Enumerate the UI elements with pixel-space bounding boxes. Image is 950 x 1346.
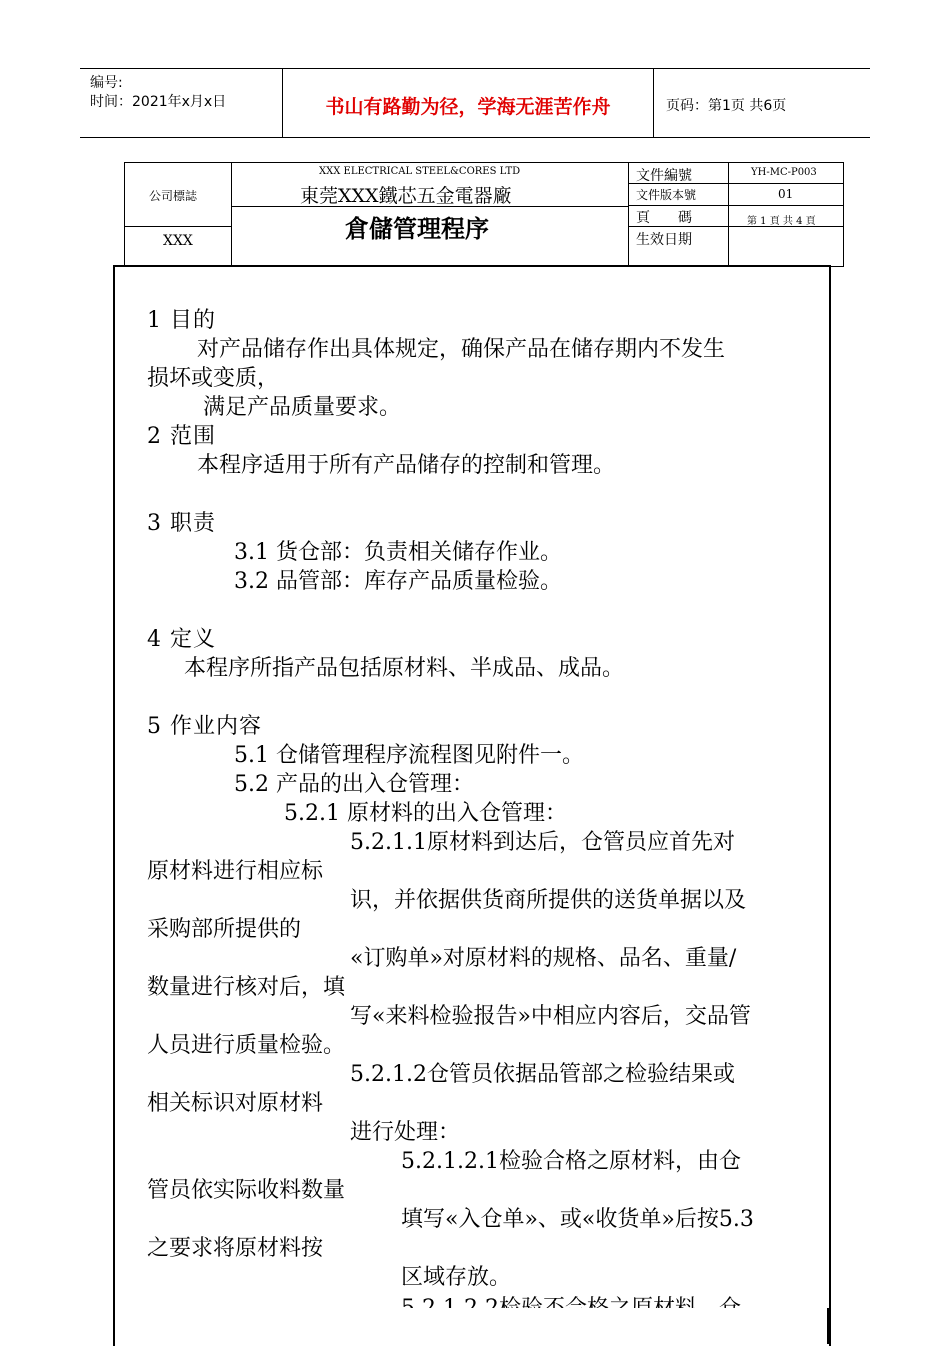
field-label-doc-number: 文件編號 — [636, 168, 692, 184]
paragraph-line: 对产品储存作出具体规定，确保产品在储存期内不发生 — [197, 337, 726, 362]
company-chinese-name: 東莞XXX鐵芯五金電器廠 — [300, 185, 512, 207]
paragraph-line: 人员进行质量检验。 — [147, 1033, 346, 1058]
header-page-cell — [654, 69, 870, 137]
frame-edge — [827, 1308, 829, 1344]
field-value-page: 第 1 頁 共 4 頁 — [747, 216, 816, 227]
table-divider — [125, 226, 232, 227]
paragraph-line: 进行处理： — [350, 1120, 461, 1145]
company-english-name: XXX ELECTRICAL STEEL&CORES LTD — [319, 166, 521, 177]
table-divider — [628, 163, 629, 266]
number-label: 编号: — [90, 75, 123, 91]
page-cutoff — [115, 1308, 827, 1344]
paragraph-line: 5.1 仓储管理程序流程图见附件一。 — [234, 743, 584, 768]
section-heading: 3 职责 — [147, 511, 216, 536]
section-heading: 2 范围 — [147, 424, 216, 449]
paragraph-line: 数量进行核对后，填 — [147, 975, 346, 1000]
paragraph-line: 3.2 品管部：库存产品质量检验。 — [234, 569, 562, 594]
paragraph-line: 3.1 货仓部：负责相关储存作业。 — [234, 540, 562, 565]
slogan: 书山有路勤为径，学海无涯苦作舟 — [325, 96, 611, 118]
paragraph-line: 采购部所提供的 — [147, 917, 302, 942]
paragraph-line: 管员依实际收料数量 — [147, 1178, 346, 1203]
table-divider — [728, 163, 729, 266]
section-heading: 4 定义 — [147, 627, 216, 652]
document-control-table — [124, 162, 844, 267]
paragraph-line: 本程序适用于所有产品储存的控制和管理。 — [197, 453, 616, 478]
document-title: 倉儲管理程序 — [345, 215, 489, 243]
time-label: 时间：2021年x月x日 — [90, 94, 227, 110]
field-label-effective-date: 生效日期 — [636, 232, 692, 248]
paragraph-line: 原材料进行相应标 — [147, 859, 324, 884]
paragraph-line: 5.2.1 原材料的出入仓管理： — [284, 801, 567, 826]
paragraph-line: 5.2.1.2.1检验合格之原材料，由仓 — [401, 1149, 741, 1174]
paragraph-line: 损坏或变质， — [147, 366, 280, 391]
paragraph-line: 相关标识对原材料 — [147, 1091, 324, 1116]
page-info: 页码：第1页 共6页 — [666, 98, 787, 114]
section-heading: 1 目的 — [147, 308, 216, 333]
field-label-page: 頁 碼 — [636, 210, 692, 226]
paragraph-line: 识，并依据供货商所提供的送货单据以及 — [350, 888, 747, 913]
paragraph-line: 5.2.1.2仓管员依据品管部之检验结果或 — [350, 1062, 735, 1087]
paragraph-line: 本程序所指产品包括原材料、半成品、成品。 — [184, 656, 625, 681]
field-value-doc-number: YH-MC-P003 — [751, 167, 817, 178]
paragraph-line: «订购单»对原材料的规格、品名、重量/ — [350, 946, 737, 971]
company-code: XXX — [163, 233, 193, 249]
logo-label: 公司標誌 — [149, 189, 198, 203]
paragraph-line: 满足产品质量要求。 — [203, 395, 402, 420]
paragraph-line: 写«来料检验报告»中相应内容后，交品管 — [350, 1004, 751, 1029]
paragraph-line: 之要求将原材料按 — [147, 1236, 324, 1261]
header-slogan-cell — [283, 69, 654, 137]
paragraph-line: 5.2.1.1原材料到达后，仓管员应首先对 — [350, 830, 735, 855]
frame-edge — [113, 1308, 115, 1344]
paragraph-line: 5.2 产品的出入仓管理： — [234, 772, 474, 797]
paragraph-line: 区域存放。 — [401, 1265, 512, 1290]
header-meta-cell — [80, 69, 283, 137]
section-heading: 5 作业内容 — [147, 714, 262, 739]
page-header — [80, 68, 870, 138]
table-divider — [629, 205, 843, 206]
field-value-version: 01 — [778, 187, 794, 201]
field-label-version: 文件版本號 — [636, 188, 697, 202]
paragraph-line: 填写«入仓单»、或«收货单»后按5.3 — [401, 1207, 754, 1232]
table-divider — [231, 163, 232, 266]
